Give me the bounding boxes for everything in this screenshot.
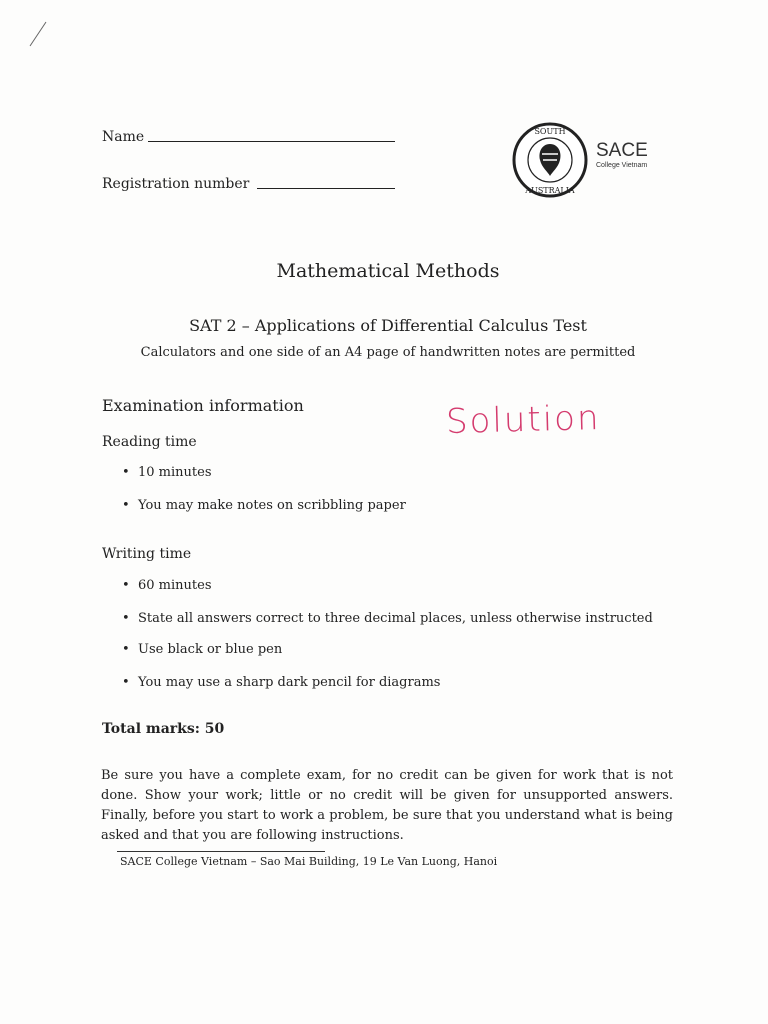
- pen-mark: [26, 20, 50, 50]
- list-item: • Use black or blue pen: [122, 642, 282, 657]
- registration-label: Registration number: [102, 176, 250, 192]
- solution-annotation: Solution: [445, 397, 602, 443]
- writing-time-heading: Writing time: [102, 546, 192, 562]
- registration-field[interactable]: [257, 188, 395, 189]
- svg-text:SOUTH: SOUTH: [534, 127, 566, 136]
- svg-text:AUSTRALIA: AUSTRALIA: [525, 186, 575, 195]
- page-title: Mathematical Methods: [276, 260, 500, 282]
- exam-info-heading: Examination information: [102, 396, 304, 415]
- name-field[interactable]: [148, 141, 395, 142]
- list-item: • State all answers correct to three decimal places, unless otherwise instructed: [122, 611, 653, 626]
- list-item: • 60 minutes: [122, 578, 212, 593]
- name-label: Name: [102, 129, 145, 145]
- permitted-note: Calculators and one side of an A4 page of handwritten notes are permitted: [140, 345, 636, 360]
- footer-address: SACE College Vietnam – Sao Mai Building, 19 Le Van Luong, Hanoi: [120, 855, 498, 868]
- list-item: • You may use a sharp dark pencil for diagrams: [122, 675, 440, 690]
- footer-divider: [117, 851, 325, 852]
- instructions-paragraph: Be sure you have a complete exam, for no credit can be given for work that is not done. Show your work; little or no credit will be given for unsupported answers. Finally, before you start to work a problem, be sure that you understand what is being asked and that you are following instructions.: [101, 768, 673, 843]
- page-subtitle: SAT 2 – Applications of Differential Calculus Test: [189, 316, 587, 335]
- sace-sub: College Vietnam: [596, 162, 648, 169]
- reading-time-heading: Reading time: [102, 434, 197, 450]
- south-australia-seal-icon: [512, 122, 588, 198]
- list-item: • 10 minutes: [122, 465, 212, 480]
- sace-brand: SACE: [596, 140, 648, 161]
- total-marks: Total marks: 50: [102, 721, 225, 737]
- list-item: • You may make notes on scribbling paper: [122, 498, 406, 513]
